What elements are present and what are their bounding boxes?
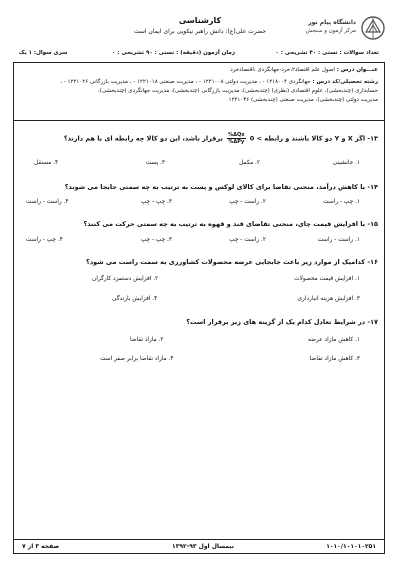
question-14: ۱۴- با کاهش درآمد، منحنی تقاضا برای کالای لوکس و پست به ترتیب به چه سمتی جابجا می شوند؟ — [64, 183, 378, 191]
question-15: ۱۵- با افزایش قیمت چای، منحنی تقاضای قند و قهوه به ترتیب به چه سمتی حرکت می کنند؟ — [83, 220, 378, 228]
exam-time: زمان آزمون (دقیقه) : تستی : ۹۰ تشریحی : ۰ — [112, 50, 235, 56]
page-footer — [13, 540, 385, 554]
q14-option-3[interactable]: ۳. چپ - چپ — [140, 199, 172, 205]
field-line1: جهانگردی ۱۲۱۸۰۰۴ - ، مدیریت دولتی ۱۲۲۱۰۰۸ - ، مدیریت صنعتی ۱۲۲۱۰۱۸ - ، مدیریت بازرگانی ۱۲۲۱۰۲۶ - ، — [60, 79, 311, 85]
question-17: ۱۷- در شرایط تعادل کدام یک از گزینه های زیر برقرار است؟ — [186, 318, 378, 326]
header-subtitle: حضرت علی(ع): دانش راهبر نیکویی برای ایمان است — [133, 28, 267, 35]
field-label: رشته تحصیلی/کد درس : — [312, 79, 378, 85]
q16-option-3[interactable]: ۳. افزایش هزینه انبارداری — [297, 296, 360, 302]
q16-option-2[interactable]: ۲. افزایش دستمزد کارگران — [92, 276, 159, 282]
q17-option-2[interactable]: ۲. مازاد تقاضا — [130, 337, 164, 343]
q16-option-4[interactable]: ۴. افزایش بارندگی — [112, 296, 158, 302]
exam-code: ۱۰۱۰/۱۰۱۰۱۰۲۵۱ — [326, 543, 376, 550]
exam-info-row — [13, 48, 385, 61]
question-16: ۱۶- کدامیک از موارد زیر باعث جابجایی عرضه محصولات کشاورزی به سمت راست می شود؟ — [86, 258, 378, 266]
course-title — [22, 66, 378, 75]
field-line2: حسابداری (چندبخشی)، علوم اقتصادی (نظری) (چندبخشی)، مدیریت بازرگانی (چندبخشی)، مدیریت جهانگردی (چندبخشی)، — [97, 88, 378, 94]
header — [90, 16, 310, 35]
q17-option-3[interactable]: ۳. کاهش مازاد تقاضا — [309, 356, 360, 362]
university-emblem-icon — [360, 14, 386, 42]
question-series: سری سوال: ۱ یک — [19, 50, 68, 56]
logo-line1: دانشگاه پیام نور — [308, 19, 356, 26]
elasticity-fraction: $\frac{\text{\%ΔQx}}{\text{\%ΔPy}}$ — [228, 132, 245, 145]
q14-option-4[interactable]: ۴. راست - راست — [26, 199, 69, 205]
q15-option-4[interactable]: ۴. چپ - راست — [26, 237, 63, 243]
q17-option-4[interactable]: ۴. مازاد تقاضا برابر صفر است — [100, 356, 174, 362]
q14-option-1[interactable]: ۱. چپ - راست — [323, 199, 360, 205]
q14-option-2[interactable]: ۲. راست - چپ — [229, 199, 266, 205]
course-value: اصول علم اقتصاد۲،خرد-جهانگردی ،اقتصادخرد — [230, 67, 335, 73]
field-code — [22, 78, 378, 87]
q13-option-2[interactable]: ۲. مکمل — [239, 160, 260, 166]
logo-line2: مرکز آزمون و سنجش — [305, 28, 356, 34]
field-line3: مدیریت دولتی (چندبخشی)، مدیریت صنعتی (چندبخشی) ۱۲۲۱۰۳۶ — [228, 97, 378, 103]
divider — [13, 120, 385, 121]
term-label: نیمسال اول ۹۳-۱۳۹۲ — [172, 543, 234, 550]
q16-option-1[interactable]: ۱. افزایش قیمت محصولات — [294, 276, 360, 282]
question-13: ۱۳- اگر X و Y دو کالا باشند و رابطه 0 < $\frac{\text{\%ΔQx}}{\text{\%ΔPy}}$ برقرار باشد، این دو کالا چه رابطه ای با هم دارند؟ — [63, 132, 378, 145]
q13-option-1[interactable]: ۱. جانشینی — [332, 160, 360, 166]
q17-option-1[interactable]: ۱. کاهش مازاد عرضه — [307, 337, 360, 343]
q13-option-3[interactable]: ۳. پست — [145, 160, 165, 166]
q15-option-3[interactable]: ۳. چپ - چپ — [140, 237, 172, 243]
course-label: عنـــوان درس : — [336, 67, 378, 73]
question-count: تعداد سوالات : تستی : ۴۰ تشریحی : ۰ — [275, 50, 379, 56]
var-x: X — [347, 134, 353, 143]
q15-option-1[interactable]: ۱. راست - راست — [317, 237, 360, 243]
header-title: کارشناسی — [178, 16, 222, 25]
q15-option-2[interactable]: ۲. راست - چپ — [229, 237, 266, 243]
var-y: Y — [334, 134, 340, 143]
page-number: صفحه ۳ از ۷ — [22, 543, 60, 550]
logo-text — [306, 18, 356, 36]
q13-option-4[interactable]: ۴. مستقل — [34, 160, 59, 166]
